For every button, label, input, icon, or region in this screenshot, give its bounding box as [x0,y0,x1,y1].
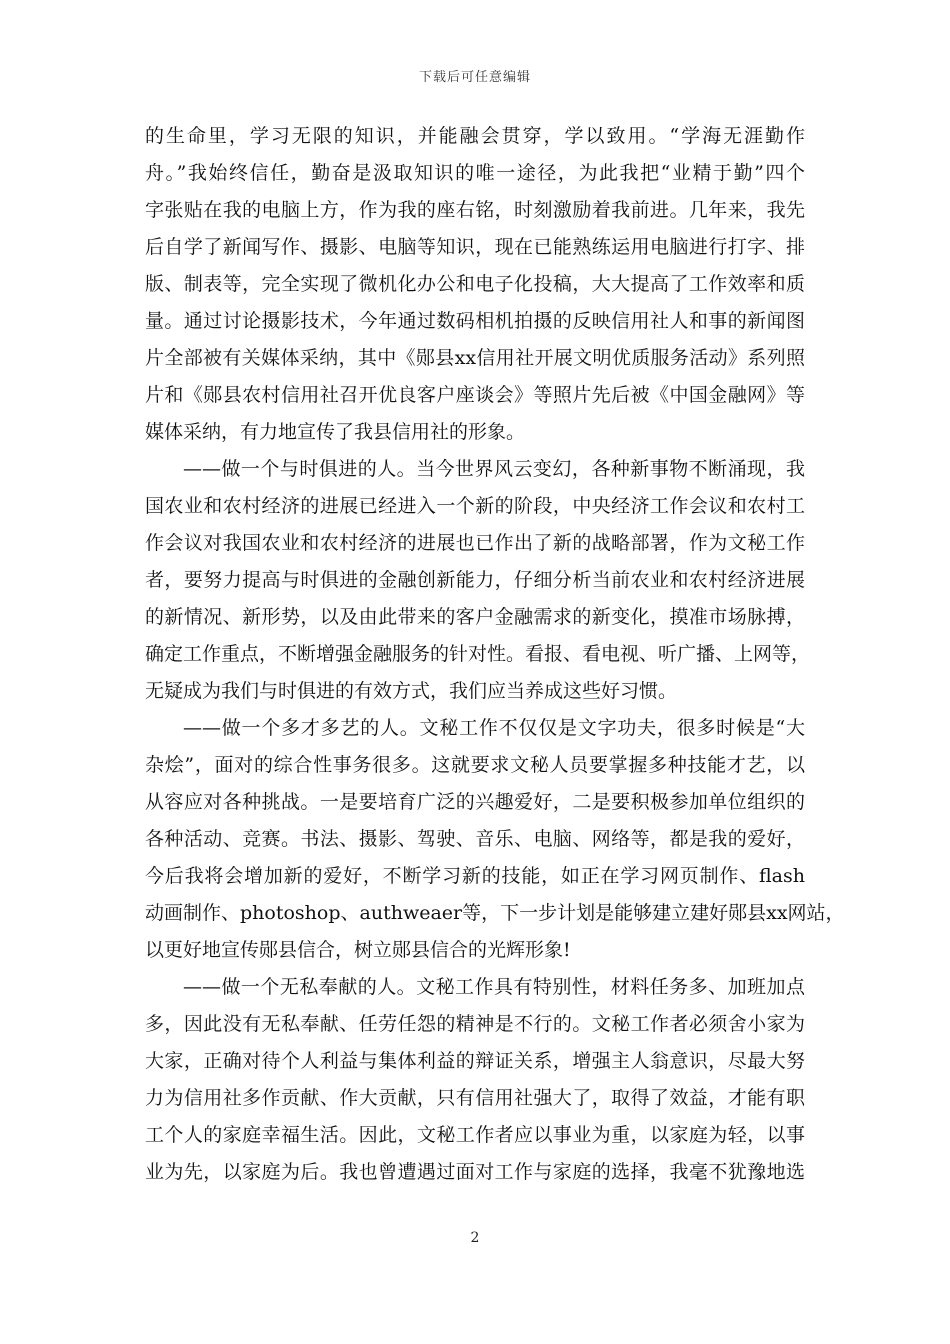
text-line: 国农业和农村经济的进展已经进入一个新的阶段，中央经济工作会议和农村工 [145,495,805,517]
paragraph-start-line: ——做一个多才多艺的人。文秘工作不仅仅是文字功夫，很多时候是“大 [183,717,805,739]
text-line: 各种活动、竞赛。书法、摄影、驾驶、音乐、电脑、网络等，都是我的爱好， [145,828,805,850]
text-line: 大家，正确对待个人利益与集体利益的辩证关系，增强主人翁意识，尽最大努 [145,1050,805,1072]
page-header: 下载后可任意编辑 [418,70,531,85]
text-line: 力为信用社多作贡献、作大贡献，只有信用社强大了，取得了效益，才能有职 [145,1087,805,1109]
text-line: 动画制作、photoshop、authweaer等，下一步计划是能够建立建好郧县xx网站， [145,902,845,924]
text-line: 后自学了新闻写作、摄影、电脑等知识，现在已能熟练运用电脑进行打字、排 [145,236,805,258]
text-line: 今后我将会增加新的爱好，不断学习新的技能，如正在学习网页制作、flash [145,865,805,887]
text-line: 者，要努力提高与时俱进的金融创新能力，仔细分析当前农业和农村经济进展 [145,569,805,591]
text-line: 从容应对各种挑战。一是要培育广泛的兴趣爱好，二是要积极参加单位组织的 [145,791,805,813]
text-line: 多，因此没有无私奉献、任劳任怨的精神是不行的。文秘工作者必须舍小家为 [145,1013,805,1035]
paragraph-start-line: ——做一个与时俱进的人。当今世界风云变幻，各种新事物不断涌现，我 [183,458,805,480]
text-line: 以更好地宣传郧县信合，树立郧县信合的光辉形象! [145,939,571,961]
text-line: 无疑成为我们与时俱进的有效方式，我们应当养成这些好习惯。 [145,680,678,702]
text-line: 片和《郧县农村信用社召开优良客户座谈会》等照片先后被《中国金融网》等 [145,384,805,406]
document-body [145,118,845,1191]
page-number: 2 [470,1230,480,1246]
text-line: 的新情况、新形势，以及由此带来的客户金融需求的新变化，摸准市场脉搏， [145,606,805,628]
text-line: 版、制表等，完全实现了微机化办公和电子化投稿，大大提高了工作效率和质 [145,273,805,295]
text-line: 业为先，以家庭为后。我也曾遭遇过面对工作与家庭的选择，我毫不犹豫地选 [145,1161,805,1183]
text-line: 舟。”我始终信任，勤奋是汲取知识的唯一途径，为此我把“业精于勤”四个 [145,162,805,184]
paragraph-start-line: ——做一个无私奉献的人。文秘工作具有特别性，材料任务多、加班加点 [183,976,805,998]
text-line: 片全部被有关媒体采纳，其中《郧县xx信用社开展文明优质服务活动》系列照 [145,347,805,369]
text-line: 作会议对我国农业和农村经济的进展也已作出了新的战略部署，作为文秘工作 [145,532,805,554]
text-line: 杂烩”，面对的综合性事务很多。这就要求文秘人员要掌握多种技能才艺，以 [145,754,805,776]
text-line: 工个人的家庭幸福生活。因此，文秘工作者应以事业为重，以家庭为轻，以事 [145,1124,805,1146]
text-line: 媒体采纳，有力地宣传了我县信用社的形象。 [145,421,526,443]
text-line: 的生命里，学习无限的知识，并能融会贯穿，学以致用。“学海无涯勤作 [145,125,805,147]
text-line: 量。通过讨论摄影技术，今年通过数码相机拍摄的反映信用社人和事的新闻图 [145,310,805,332]
text-line: 字张贴在我的电脑上方，作为我的座右铭，时刻激励着我前进。几年来，我先 [145,199,805,221]
text-line: 确定工作重点，不断增强金融服务的针对性。看报、看电视、听广播、上网等， [145,643,811,665]
